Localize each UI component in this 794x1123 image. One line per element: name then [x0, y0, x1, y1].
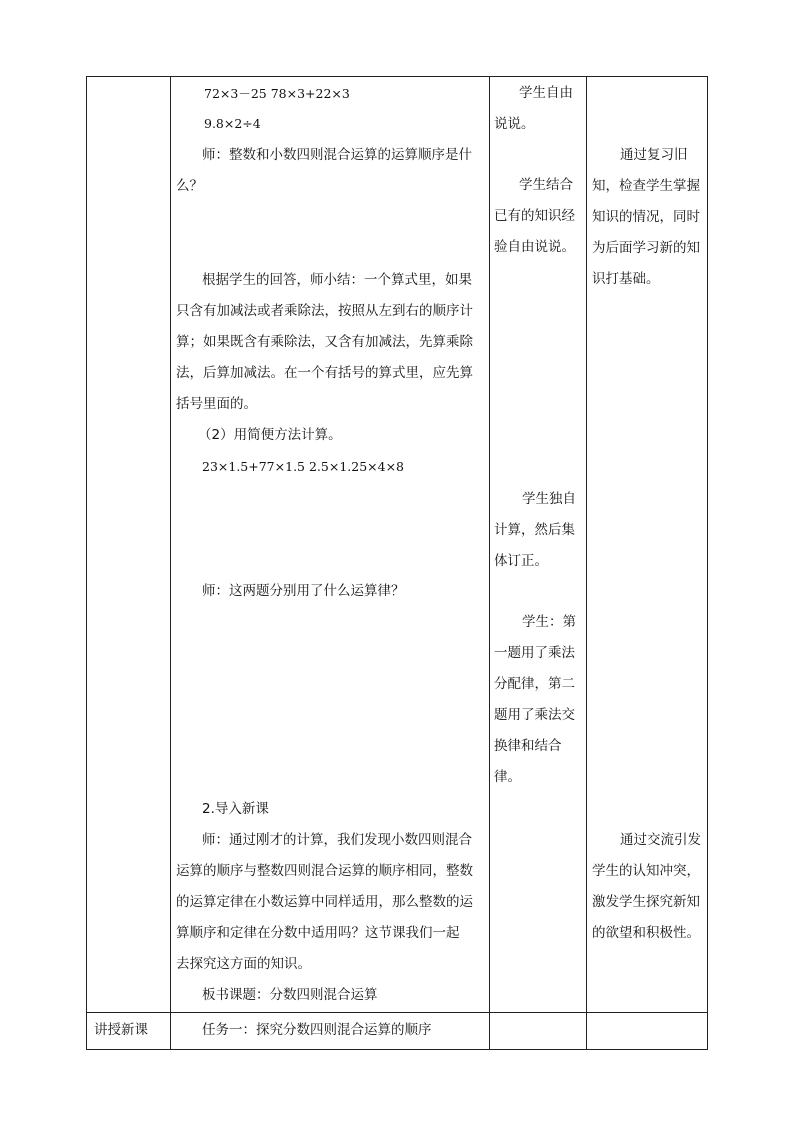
table-column-divider-1 [170, 76, 171, 1050]
expression-line-2: 9.8×2÷4 [204, 116, 261, 131]
question-1-line-2: 么？ [176, 178, 203, 194]
lesson-plan-table [86, 76, 708, 1050]
table-border-right [707, 76, 708, 1050]
table-border-top [86, 76, 708, 77]
summary-line-2: 只含有加减法或者乘除法，按照从左到右的顺序计 [176, 303, 473, 319]
question-2: 师：这两题分别用了什么运算律？ [202, 583, 405, 599]
summary-line-3: 算；如果既含有乘除法，又含有加减法，先算乘除 [176, 334, 473, 350]
table-column-divider-3 [586, 76, 587, 1050]
table-border-bottom [86, 1049, 708, 1050]
row-2-stage-label: 讲授新课 [94, 1022, 148, 1038]
student-activity-1: 学生自由说说。 [494, 85, 573, 132]
intro-line-1: 师：通过刚才的计算，我们发现小数四则混合 [202, 832, 472, 848]
summary-line-4: 法，后算加减法。在一个有括号的算式里，应先算 [176, 365, 473, 381]
intro-line-5: 去探究这方面的知识。 [176, 956, 311, 972]
table-row-divider [86, 1012, 708, 1013]
intro-line-2: 运算的顺序与整数四则混合运算的顺序相同，整数 [176, 863, 473, 879]
student-activity-2: 学生结合已有的知识经验自由说说。 [494, 177, 575, 255]
design-intent-2: 通过交流引发学生的认知冲突，激发学生探究新知的欲望和积极性。 [592, 832, 701, 941]
intro-line-3: 的运算定律在小数运算中同样适用，那么整数的运 [176, 894, 473, 910]
board-title: 板书课题：分数四则混合运算 [202, 987, 378, 1003]
student-activity-3: 学生独自计算，然后集体订正。 [494, 491, 576, 569]
item-2-title: （2）用简便方法计算。 [198, 427, 342, 443]
task-1-title: 任务一：探究分数四则混合运算的顺序 [202, 1022, 432, 1038]
expression-line-3: 23×1.5+77×1.5 2.5×1.25×4×8 [202, 459, 405, 474]
table-border-left [86, 76, 87, 1050]
summary-line-1: 根据学生的回答，师小结：一个算式里，如果 [202, 272, 472, 288]
design-intent-1: 通过复习旧知，检查学生掌握知识的情况，同时为后面学习新的知识打基础。 [592, 147, 700, 287]
section-2-title: 2.导入新课 [202, 801, 269, 817]
table-column-divider-2 [489, 76, 490, 1050]
question-1-line-1: 师：整数和小数四则混合运算的运算顺序是什 [202, 147, 472, 163]
student-activity-4: 学生：第一题用了乘法分配律，第二题用了乘法交换律和结合律。 [494, 614, 576, 785]
intro-line-4: 算顺序和定律在分数中适用吗？这节课我们一起 [176, 925, 460, 941]
expression-line-1: 72×3－25 78×3+22×3 [204, 86, 350, 101]
summary-line-5: 括号里面的。 [176, 396, 257, 412]
